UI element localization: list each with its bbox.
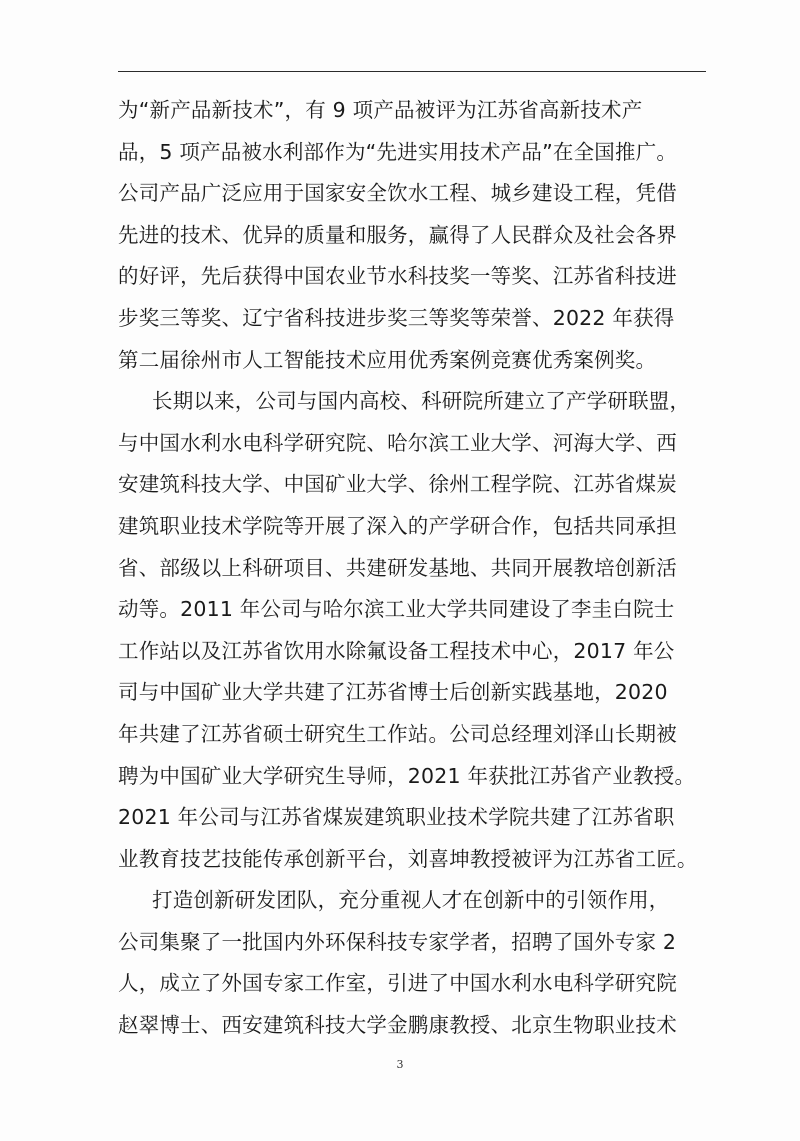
text-line: 动等。2011 年公司与哈尔滨工业大学共同建设了李圭白院士: [118, 597, 675, 622]
text-line: 建筑职业技术学院等开展了深入的产学研合作，包括共同承担: [118, 513, 677, 538]
text-line: 工作站以及江苏省饮用水除氟设备工程技术中心，2017 年公: [118, 638, 675, 663]
text-line: 人，成立了外国专家工作室，引进了中国水利水电科学研究院: [118, 971, 677, 996]
body-text: [118, 90, 712, 1047]
text-line: 公司集聚了一批国内外环保科技专家学者，招聘了国外专家 2: [118, 929, 677, 954]
text-line: 业教育技艺技能传承创新平台，刘喜坤教授被评为江苏省工匠。: [118, 846, 698, 871]
text-line: 聘为中国矿业大学研究生导师，2021 年获批江苏省产业教授。: [118, 763, 696, 788]
text-line: 第二届徐州市人工智能技术应用优秀案例竞赛优秀案例奖。: [118, 347, 657, 372]
text-line: 司与中国矿业大学共建了江苏省博士后创新实践基地，2020: [118, 680, 668, 705]
text-line: 年共建了江苏省硕士研究生工作站。公司总经理刘泽山长期被: [118, 721, 677, 746]
text-line: 步奖三等奖、辽宁省科技进步奖三等奖等荣誉、2022 年获得: [118, 305, 675, 330]
page-number: 3: [396, 1058, 404, 1071]
paragraph-start-line: 长期以来，公司与国内高校、科研院所建立了产学研联盟，: [152, 389, 691, 414]
text-line: 省、部级以上科研项目、共建研发基地、共同开展教培创新活: [118, 555, 677, 580]
text-line: 为“新产品新技术”，有 9 项产品被评为江苏省高新技术产: [118, 98, 643, 122]
header-rule: [118, 71, 706, 72]
text-line: 先进的技术、优异的质量和服务，赢得了人民群众及社会各界: [118, 222, 677, 247]
text-line: 安建筑科技大学、中国矿业大学、徐州工程学院、江苏省煤炭: [118, 472, 677, 497]
text-line: 品，5 项产品被水利部作为“先进实用技术产品”在全国推广。: [118, 139, 678, 164]
paragraph-start-line: 打造创新研发团队，充分重视人才在创新中的引领作用，: [152, 888, 670, 913]
text-line: 公司产品广泛应用于国家安全饮水工程、城乡建设工程，凭借: [118, 181, 677, 206]
text-line: 赵翠博士、西安建筑科技大学金鹏康教授、北京生物职业技术: [118, 1013, 677, 1038]
text-line: 2021 年公司与江苏省煤炭建筑职业技术学院共建了江苏省职: [118, 805, 675, 830]
text-line: 与中国水利水电科学研究院、哈尔滨工业大学、河海大学、西: [118, 430, 677, 455]
text-line: 的好评，先后获得中国农业节水科技奖一等奖、江苏省科技进: [118, 264, 677, 289]
